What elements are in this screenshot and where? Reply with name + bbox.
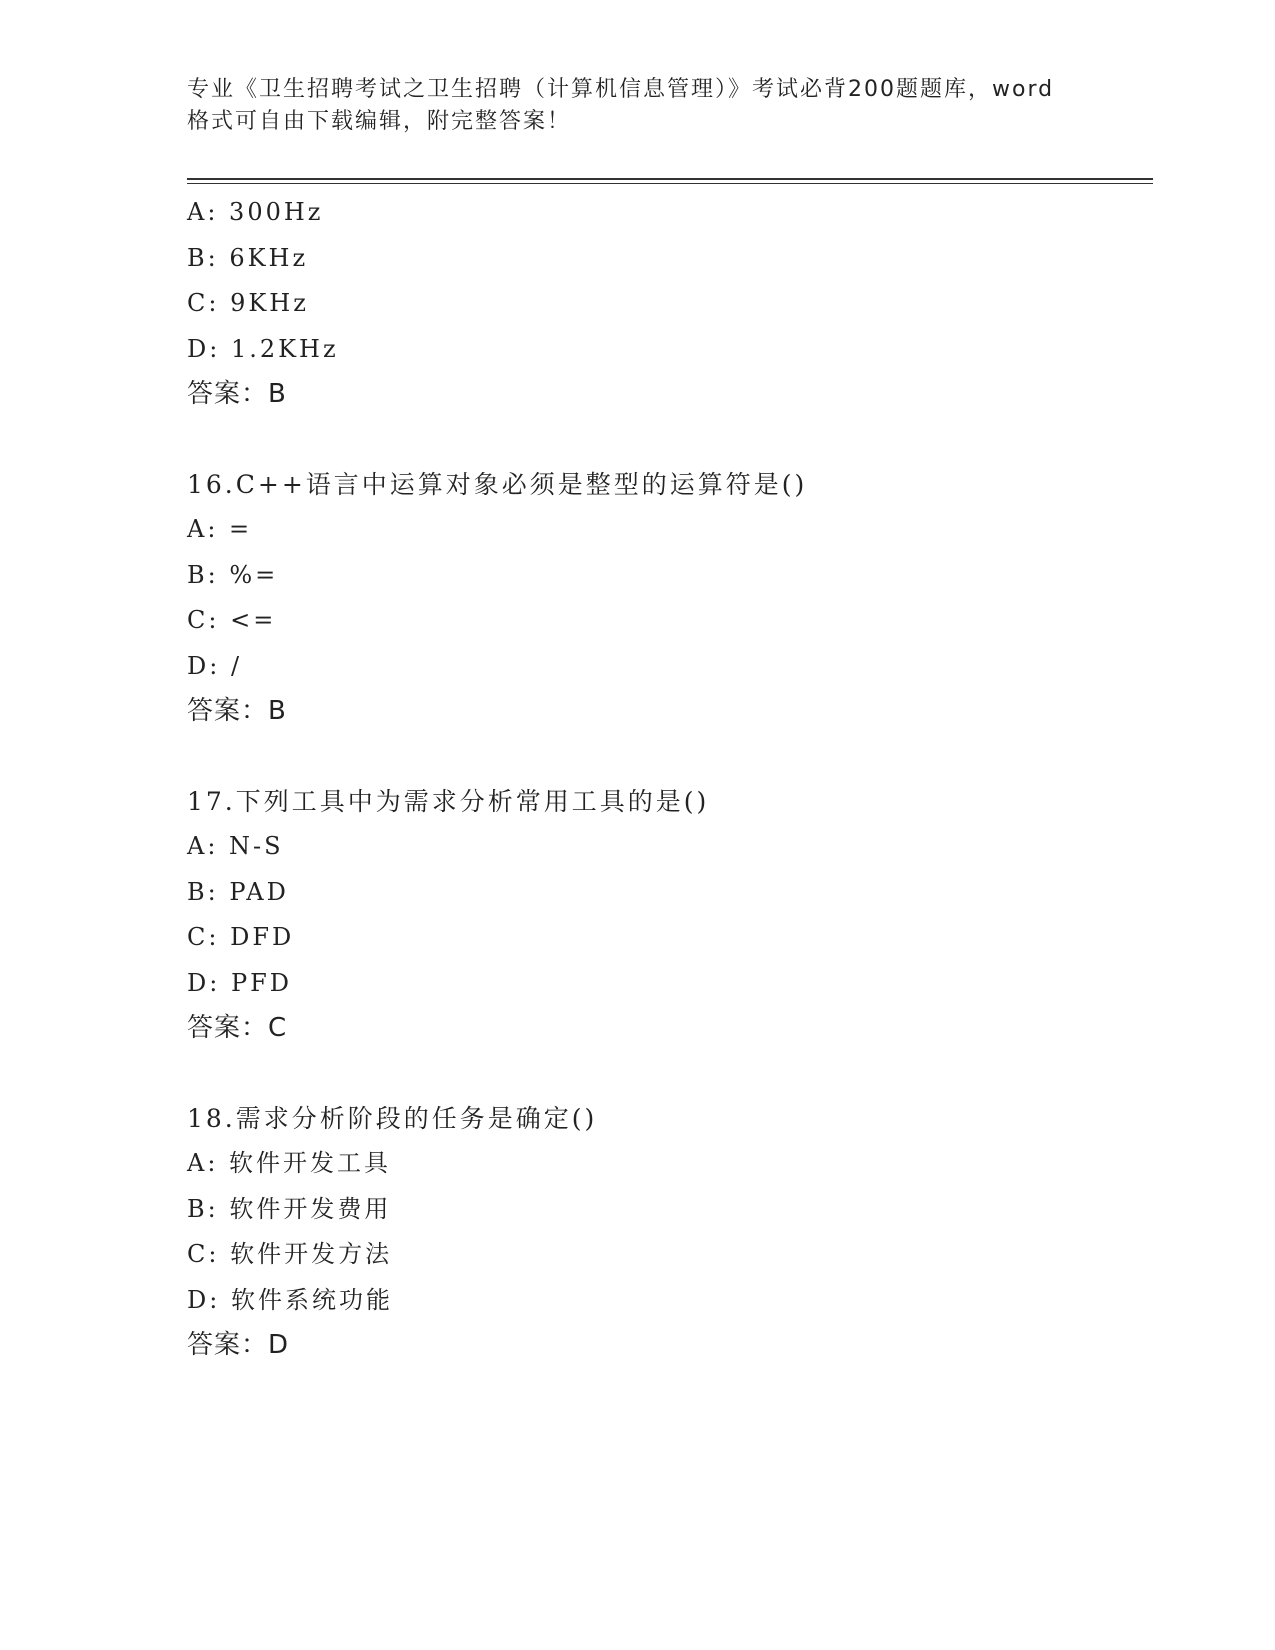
- header-divider-thin: [187, 183, 1153, 184]
- header-title-line-2: 格式可自由下载编辑，附完整答案！: [187, 109, 572, 134]
- option-b: B: PAD: [187, 877, 289, 906]
- option-c: C: <=: [187, 606, 277, 634]
- option-a: A: 软件开发工具: [187, 1149, 392, 1177]
- document-header: [187, 74, 1087, 138]
- answer-line: 答案：D: [187, 1330, 290, 1360]
- option-d: D: 1.2KHz: [187, 334, 339, 363]
- option-a: A: 300Hz: [187, 198, 324, 226]
- option-c: C: 软件开发方法: [187, 1240, 393, 1268]
- question-list: [187, 190, 1147, 1369]
- option-b: B: 6KHz: [187, 243, 309, 272]
- question-block-17: [187, 779, 1147, 1052]
- option-b: B: 软件开发费用: [187, 1194, 392, 1223]
- option-c: C: DFD: [187, 923, 295, 951]
- header-title-line-1: 专业《卫生招聘考试之卫生招聘（计算机信息管理）》考试必背200题题库，word: [187, 77, 1055, 102]
- question-block-16: [187, 462, 1147, 735]
- option-a: A: N-S: [187, 832, 284, 860]
- option-d: D: /: [187, 651, 243, 680]
- spacer: [187, 418, 1147, 462]
- question-stem: 18.需求分析阶段的任务是确定(): [187, 1103, 598, 1133]
- question-stem: 16.C++语言中运算对象必须是整型的运算符是(): [187, 469, 808, 499]
- answer-line: 答案：B: [187, 696, 287, 726]
- option-a: A: =: [187, 515, 253, 543]
- option-b: B: %=: [187, 560, 279, 589]
- question-block-18: [187, 1096, 1147, 1369]
- option-c: C: 9KHz: [187, 289, 309, 317]
- answer-line: 答案：C: [187, 1013, 288, 1043]
- question-block-prev: [187, 190, 1147, 418]
- spacer: [187, 1052, 1147, 1096]
- header-divider-thick: [187, 178, 1153, 180]
- answer-line: 答案：B: [187, 379, 287, 409]
- option-d: D: PFD: [187, 968, 292, 997]
- spacer: [187, 735, 1147, 779]
- question-stem: 17.下列工具中为需求分析常用工具的是(): [187, 786, 710, 816]
- option-d: D: 软件系统功能: [187, 1285, 393, 1314]
